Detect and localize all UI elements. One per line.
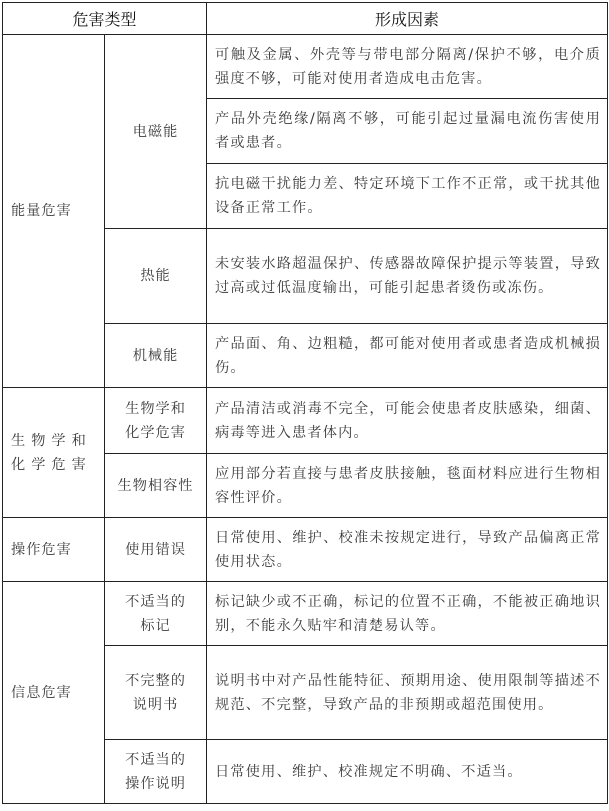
category-bio-chem-hazard: 生物学和化学危害 [3,388,105,518]
factor-description: 应用部分若直接与患者皮肤接触，毯面材料应进行生物相容性评价。 [207,454,608,518]
header-hazard-type: 危害类型 [3,3,207,35]
factor-description: 说明书中对产品性能特征、预期用途、使用限制等描述不规范、不完整，导致产品的非预期或超范围使用。 [207,646,608,740]
table-row [3,35,608,99]
subcategory-biocompatibility: 生物相容性 [105,454,207,518]
subcategory-improper-instructions: 不适当的操作说明 [105,740,207,804]
table-row [3,518,608,582]
factor-description: 未安装水路超温保护、传感器故障保护提示等装置，导致过高或过低温度输出，可能引起患者烫伤或冻伤。 [207,229,608,324]
factor-description: 可触及金属、外壳等与带电部分隔离/保护不够，电介质强度不够，可能对使用者造成电击危害。 [207,35,608,99]
subcategory-electromagnetic: 电磁能 [105,35,207,229]
subcategory-improper-labeling: 不适当的标记 [105,582,207,646]
factor-description: 抗电磁干扰能力差、特定环境下工作不正常，或干扰其他设备正常工作。 [207,164,608,229]
factor-description: 标记缺少或不正确，标记的位置不正确，不能被正确地识别，不能永久贴牢和清楚易认等。 [207,582,608,646]
factor-description: 产品清洁或消毒不完全，可能会使患者皮肤感染，细菌、病毒等进入患者体内。 [207,388,608,454]
table-row [3,582,608,646]
category-energy-hazard: 能量危害 [3,35,105,388]
subcategory-incomplete-manual: 不完整的说明书 [105,646,207,740]
header-row [3,3,608,35]
factor-description: 产品面、角、边粗糙，都可能对使用者或患者造成机械损伤。 [207,324,608,388]
subcategory-use-error: 使用错误 [105,518,207,582]
hazard-table [2,2,608,804]
factor-description: 日常使用、维护、校准规定不明确、不适当。 [207,740,608,804]
category-information-hazard: 信息危害 [3,582,105,804]
category-operation-hazard: 操作危害 [3,518,105,582]
header-contributing-factors: 形成因素 [207,3,608,35]
subcategory-thermal: 热能 [105,229,207,324]
factor-description: 产品外壳绝缘/隔离不够，可能引起过量漏电流伤害使用者或患者。 [207,99,608,164]
subcategory-mechanical: 机械能 [105,324,207,388]
factor-description: 日常使用、维护、校准未按规定进行，导致产品偏离正常使用状态。 [207,518,608,582]
table-row [3,388,608,454]
subcategory-bio-chem: 生物学和化学危害 [105,388,207,454]
